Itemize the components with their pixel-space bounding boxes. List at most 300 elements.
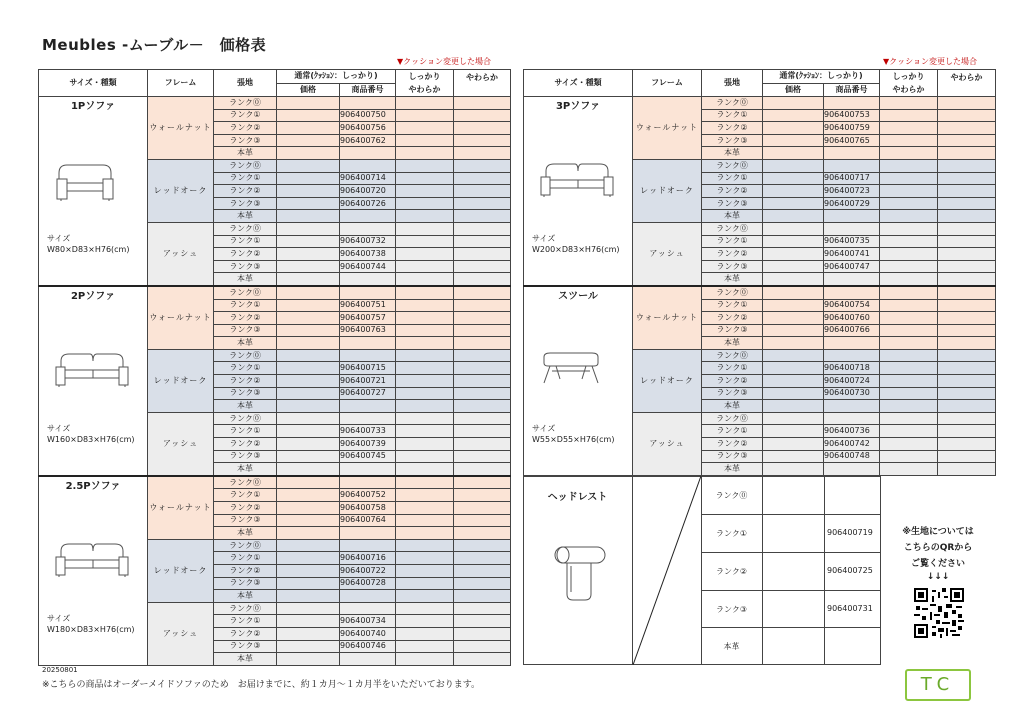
product-code-cell	[824, 222, 880, 235]
firm-soft-cell	[396, 273, 454, 286]
price-cell	[277, 375, 340, 388]
product-code-cell	[340, 590, 396, 603]
firm-soft-cell	[880, 235, 938, 248]
soft-cell	[454, 147, 511, 160]
soft-cell	[454, 185, 511, 198]
product-size	[47, 613, 135, 635]
rank-cell: ランク②	[702, 375, 763, 388]
soft-cell	[454, 312, 511, 325]
firm-soft-cell	[396, 210, 454, 223]
firm-soft-cell	[396, 337, 454, 350]
soft-cell	[454, 476, 511, 489]
size-value: W55×D55×H76(cm)	[532, 434, 615, 444]
headrest-code: 906400719	[827, 528, 873, 537]
product-code-cell: 906400766	[824, 324, 880, 337]
2p-illustration	[53, 349, 131, 389]
rank-cell: ランク③	[702, 134, 763, 147]
soft-cell	[454, 590, 511, 603]
rank-cell: ランク①	[214, 552, 277, 565]
product-code-cell	[340, 602, 396, 615]
firm-soft-cell	[396, 400, 454, 413]
product-code-cell: 906400717	[824, 172, 880, 185]
price-cell	[277, 324, 340, 337]
firm-soft-cell	[396, 627, 454, 640]
rank-cell: 本革	[702, 273, 763, 286]
product-code-cell: 906400721	[340, 375, 396, 388]
price-cell	[277, 539, 340, 552]
firm-soft-cell	[396, 197, 454, 210]
rank-cell: ランク①	[214, 235, 277, 248]
soft-cell	[938, 185, 996, 198]
rank-cell: ランク①	[702, 299, 763, 312]
product-code-cell: 906400736	[824, 425, 880, 438]
price-cell	[763, 349, 824, 362]
frame-cell: レッドオーク	[148, 159, 214, 222]
fabric-qr-code[interactable]	[914, 588, 964, 638]
soft-cell	[938, 425, 996, 438]
soft-cell	[454, 248, 511, 261]
rank-cell: ランク③	[214, 134, 277, 147]
price-cell	[277, 147, 340, 160]
firm-soft-cell	[396, 147, 454, 160]
product-code-cell: 906400742	[824, 438, 880, 451]
rank-cell: ランク⓪	[702, 97, 763, 110]
rank-cell: ランク⓪	[702, 159, 763, 172]
price-cell	[763, 159, 824, 172]
product-code-cell: 906400726	[340, 197, 396, 210]
rank-cell: ランク③	[214, 197, 277, 210]
rank-cell: ランク③	[214, 640, 277, 653]
header-firm-soft: しっかり やわらか	[396, 70, 454, 97]
firm-soft-cell	[880, 375, 938, 388]
rank-cell: ランク①	[702, 425, 763, 438]
price-cell	[277, 349, 340, 362]
rank-cell: ランク①	[214, 172, 277, 185]
product-code-cell	[340, 400, 396, 413]
table-row	[39, 97, 511, 110]
price-cell	[277, 640, 340, 653]
rank-cell: ランク②	[214, 438, 277, 451]
rank-cell: ランク②	[214, 248, 277, 261]
rank-cell: ランク①	[214, 109, 277, 122]
product-code-cell: 906400740	[340, 627, 396, 640]
rank-cell: 本革	[214, 463, 277, 476]
tc-logo: TC	[905, 669, 971, 701]
product-code-cell: 906400738	[340, 248, 396, 261]
price-cell	[763, 438, 824, 451]
firm-soft-cell	[880, 450, 938, 463]
soft-cell	[454, 450, 511, 463]
rank-cell: ランク①	[214, 299, 277, 312]
price-cell	[277, 210, 340, 223]
frame-cell: レッドオーク	[148, 349, 214, 412]
firm-soft-cell	[396, 564, 454, 577]
price-cell	[277, 400, 340, 413]
soft-cell	[454, 134, 511, 147]
size-label: サイズ	[532, 423, 556, 433]
rank-cell: ランク⓪	[702, 349, 763, 362]
soft-cell	[938, 412, 996, 425]
product-code-cell	[340, 147, 396, 160]
headrest-code: 906400731	[827, 603, 873, 613]
size-value: W200×D83×H76(cm)	[532, 245, 620, 254]
price-cell	[277, 97, 340, 110]
soft-cell	[454, 438, 511, 451]
firm-soft-cell	[880, 159, 938, 172]
product-code-cell	[340, 159, 396, 172]
price-cell	[763, 324, 824, 337]
size-value: W160×D83×H76(cm)	[47, 434, 135, 444]
table-row	[524, 286, 996, 299]
product-code-cell	[824, 210, 880, 223]
price-cell	[763, 222, 824, 235]
product-code-cell: 906400759	[824, 122, 880, 135]
rank-cell: ランク⓪	[214, 602, 277, 615]
price-cell	[277, 185, 340, 198]
header-size-type: サイズ・種類	[524, 70, 633, 97]
price-cell	[277, 286, 340, 299]
price-cell	[763, 273, 824, 286]
firm-soft-cell	[880, 260, 938, 273]
rank-cell: 本革	[214, 147, 277, 160]
soft-cell	[938, 463, 996, 476]
firm-soft-cell	[880, 147, 938, 160]
soft-cell	[454, 349, 511, 362]
product-code-cell	[340, 412, 396, 425]
price-cell	[277, 312, 340, 325]
rank-cell: ランク①	[214, 489, 277, 502]
header-frame: フレーム	[633, 70, 702, 97]
table-row	[39, 286, 511, 299]
firm-soft-cell	[880, 324, 938, 337]
soft-cell	[938, 248, 996, 261]
product-code-cell	[340, 476, 396, 489]
frame-cell: アッシュ	[148, 602, 214, 665]
price-cell	[277, 590, 340, 603]
header-normal: 通常(ｸｯｼｮﾝ：しっかり)	[763, 70, 880, 84]
product-code-cell: 906400744	[340, 260, 396, 273]
product-code-cell	[824, 273, 880, 286]
product-code-cell	[340, 349, 396, 362]
firm-soft-cell	[396, 349, 454, 362]
product-code-cell: 906400730	[824, 387, 880, 400]
rank-cell: ランク③	[214, 387, 277, 400]
headrest-illustration	[555, 547, 605, 600]
soft-cell	[938, 159, 996, 172]
price-cell	[277, 527, 340, 540]
product-code-cell	[824, 147, 880, 160]
price-cell	[763, 375, 824, 388]
price-cell	[277, 514, 340, 527]
soft-cell	[938, 109, 996, 122]
firm-soft-cell	[880, 349, 938, 362]
headrest-name: ヘッドレスト	[547, 492, 608, 503]
soft-cell	[938, 273, 996, 286]
price-cell	[763, 362, 824, 375]
firm-soft-cell	[396, 375, 454, 388]
product-name: 2.5Pソファ	[65, 480, 121, 492]
price-cell	[763, 147, 824, 160]
firm-soft-cell	[396, 134, 454, 147]
firm-soft-cell	[880, 172, 938, 185]
price-cell	[277, 602, 340, 615]
product-name: 2Pソファ	[70, 290, 116, 302]
product-size	[47, 233, 129, 255]
headrest-rank: ランク③	[715, 604, 747, 614]
product-code-cell: 906400724	[824, 375, 880, 388]
price-cell	[277, 122, 340, 135]
price-cell	[277, 552, 340, 565]
rank-cell: ランク②	[702, 248, 763, 261]
header-soft: やわらか	[938, 70, 996, 97]
firm-soft-cell	[396, 122, 454, 135]
rank-cell: ランク③	[214, 260, 277, 273]
rank-cell: ランク②	[214, 502, 277, 515]
header-fabric: 張地	[214, 70, 277, 97]
soft-cell	[454, 159, 511, 172]
soft-cell	[454, 235, 511, 248]
frame-cell: レッドオーク	[633, 159, 702, 222]
price-cell	[277, 235, 340, 248]
rank-cell: ランク②	[702, 438, 763, 451]
rank-cell: ランク①	[702, 109, 763, 122]
rank-cell: ランク②	[214, 375, 277, 388]
headrest-rank: 本革	[723, 642, 740, 651]
rank-cell: ランク②	[214, 564, 277, 577]
page-title: Meubles -ムーブル－ 価格表	[42, 36, 267, 54]
firm-soft-cell	[396, 438, 454, 451]
size-label: サイズ	[532, 234, 556, 243]
price-cell	[277, 387, 340, 400]
headrest-rank: ランク⓪	[715, 491, 748, 500]
firm-soft-cell	[880, 438, 938, 451]
rank-cell: ランク①	[214, 362, 277, 375]
price-table-left	[38, 69, 511, 666]
table-row	[39, 476, 511, 489]
firm-soft-cell	[396, 97, 454, 110]
rank-cell: ランク③	[702, 324, 763, 337]
firm-soft-cell	[880, 197, 938, 210]
qr-note-line: ※生地については	[902, 527, 974, 537]
rank-cell: 本革	[702, 463, 763, 476]
price-table-right	[523, 69, 996, 476]
firm-soft-cell	[396, 590, 454, 603]
firm-soft-cell	[396, 602, 454, 615]
firm-soft-cell	[396, 577, 454, 590]
price-cell	[277, 273, 340, 286]
firm-soft-cell	[396, 222, 454, 235]
rank-cell: ランク①	[702, 235, 763, 248]
stool-illustration	[538, 349, 604, 389]
soft-cell	[938, 97, 996, 110]
firm-soft-cell	[880, 248, 938, 261]
price-cell	[763, 463, 824, 476]
rank-cell: ランク⓪	[214, 286, 277, 299]
product-code-cell: 906400750	[340, 109, 396, 122]
header-fabric: 張地	[702, 70, 763, 97]
frame-cell: ウォールナット	[633, 97, 702, 160]
firm-soft-cell	[880, 387, 938, 400]
rank-cell: 本革	[214, 590, 277, 603]
soft-cell	[454, 514, 511, 527]
soft-cell	[938, 222, 996, 235]
rank-cell: ランク①	[702, 362, 763, 375]
firm-soft-cell	[396, 248, 454, 261]
rank-cell: ランク①	[702, 172, 763, 185]
size-label: サイズ	[47, 423, 71, 433]
soft-cell	[938, 134, 996, 147]
product-code-cell: 906400747	[824, 260, 880, 273]
product-code-cell: 906400734	[340, 615, 396, 628]
soft-cell	[938, 387, 996, 400]
rank-cell: 本革	[702, 147, 763, 160]
price-cell	[763, 97, 824, 110]
product-code-cell	[824, 412, 880, 425]
qr-note-arrows: ↓↓↓	[926, 572, 950, 582]
headrest-rank: ランク②	[715, 567, 747, 576]
soft-cell	[938, 450, 996, 463]
soft-cell	[454, 552, 511, 565]
size-value: W80×D83×H76(cm)	[47, 245, 130, 254]
rank-cell: ランク⓪	[214, 476, 277, 489]
rank-cell: ランク②	[214, 312, 277, 325]
price-cell	[277, 172, 340, 185]
product-name: スツール	[558, 290, 598, 302]
soft-cell	[938, 438, 996, 451]
firm-soft-cell	[396, 539, 454, 552]
price-cell	[763, 134, 824, 147]
product-code-cell	[340, 527, 396, 540]
product-size	[532, 423, 614, 445]
product-code-cell	[824, 463, 880, 476]
headrest-rank: ランク①	[715, 529, 747, 538]
product-code-cell	[340, 210, 396, 223]
rank-cell: ランク⓪	[702, 222, 763, 235]
product-size	[47, 423, 135, 445]
price-cell	[277, 476, 340, 489]
price-cell	[277, 425, 340, 438]
price-cell	[763, 400, 824, 413]
soft-cell	[938, 235, 996, 248]
soft-cell	[454, 527, 511, 540]
price-cell	[277, 159, 340, 172]
firm-soft-cell	[880, 97, 938, 110]
rank-cell: 本革	[214, 400, 277, 413]
frame-cell: アッシュ	[148, 412, 214, 475]
firm-soft-cell	[396, 159, 454, 172]
product-code-cell: 906400758	[340, 502, 396, 515]
soft-cell	[454, 286, 511, 299]
1p-illustration	[53, 159, 117, 201]
header-firm-soft: しっかり やわらか	[880, 70, 938, 97]
soft-cell	[938, 312, 996, 325]
price-cell	[763, 122, 824, 135]
qr-note-line: こちらのQRから	[903, 543, 973, 553]
soft-cell	[454, 172, 511, 185]
price-cell	[763, 425, 824, 438]
firm-soft-cell	[396, 362, 454, 375]
firm-soft-cell	[396, 552, 454, 565]
firm-soft-cell	[396, 260, 454, 273]
price-cell	[763, 185, 824, 198]
product-code-cell: 906400716	[340, 552, 396, 565]
header-price: 価格	[277, 83, 340, 97]
soft-cell	[454, 324, 511, 337]
price-cell	[763, 387, 824, 400]
rank-cell: ランク②	[702, 122, 763, 135]
rank-cell: ランク⓪	[702, 286, 763, 299]
rank-cell: ランク③	[214, 450, 277, 463]
product-code-cell	[340, 222, 396, 235]
product-code-cell: 906400727	[340, 387, 396, 400]
rank-cell: ランク③	[702, 387, 763, 400]
rank-cell: 本革	[702, 400, 763, 413]
firm-soft-cell	[880, 134, 938, 147]
table-row	[524, 97, 996, 110]
rank-cell: ランク②	[214, 627, 277, 640]
price-cell	[277, 222, 340, 235]
product-code-cell	[340, 97, 396, 110]
soft-cell	[454, 97, 511, 110]
firm-soft-cell	[396, 653, 454, 666]
product-code-cell: 906400763	[340, 324, 396, 337]
price-cell	[277, 627, 340, 640]
product-code-cell	[824, 400, 880, 413]
firm-soft-cell	[396, 299, 454, 312]
firm-soft-cell	[880, 362, 938, 375]
soft-cell	[938, 286, 996, 299]
product-name: 1Pソファ	[70, 101, 116, 112]
firm-soft-cell	[396, 476, 454, 489]
price-cell	[277, 450, 340, 463]
product-code-cell	[824, 349, 880, 362]
product-code-cell	[824, 337, 880, 350]
firm-soft-cell	[880, 312, 938, 325]
soft-cell	[454, 539, 511, 552]
product-cell	[39, 97, 148, 286]
firm-soft-cell	[880, 425, 938, 438]
frame-cell: ウォールナット	[148, 97, 214, 160]
2p-illustration	[53, 539, 131, 579]
rank-cell: 本革	[214, 653, 277, 666]
price-cell	[277, 248, 340, 261]
headrest-section	[523, 476, 881, 665]
product-code-cell: 906400760	[824, 312, 880, 325]
firm-soft-cell	[880, 286, 938, 299]
firm-soft-cell	[880, 463, 938, 476]
soft-cell	[938, 172, 996, 185]
product-code-cell: 906400754	[824, 299, 880, 312]
firm-soft-cell	[396, 185, 454, 198]
soft-cell	[454, 362, 511, 375]
soft-cell	[454, 260, 511, 273]
product-code-cell	[824, 286, 880, 299]
firm-soft-cell	[396, 463, 454, 476]
price-cell	[763, 235, 824, 248]
product-code-cell: 906400739	[340, 438, 396, 451]
product-code-cell	[340, 653, 396, 666]
product-code-cell: 906400745	[340, 450, 396, 463]
frame-cell: アッシュ	[148, 222, 214, 285]
footer-note: ※こちらの商品はオーダーメイドソファのため お届けまでに、約１カ月～１カ月半をいただいております。	[42, 680, 481, 690]
product-cell	[524, 97, 633, 286]
header-size-type: サイズ・種類	[39, 70, 148, 97]
firm-soft-cell	[396, 387, 454, 400]
soft-cell	[454, 273, 511, 286]
rank-cell: 本革	[214, 273, 277, 286]
price-cell	[277, 109, 340, 122]
product-cell	[39, 286, 148, 476]
